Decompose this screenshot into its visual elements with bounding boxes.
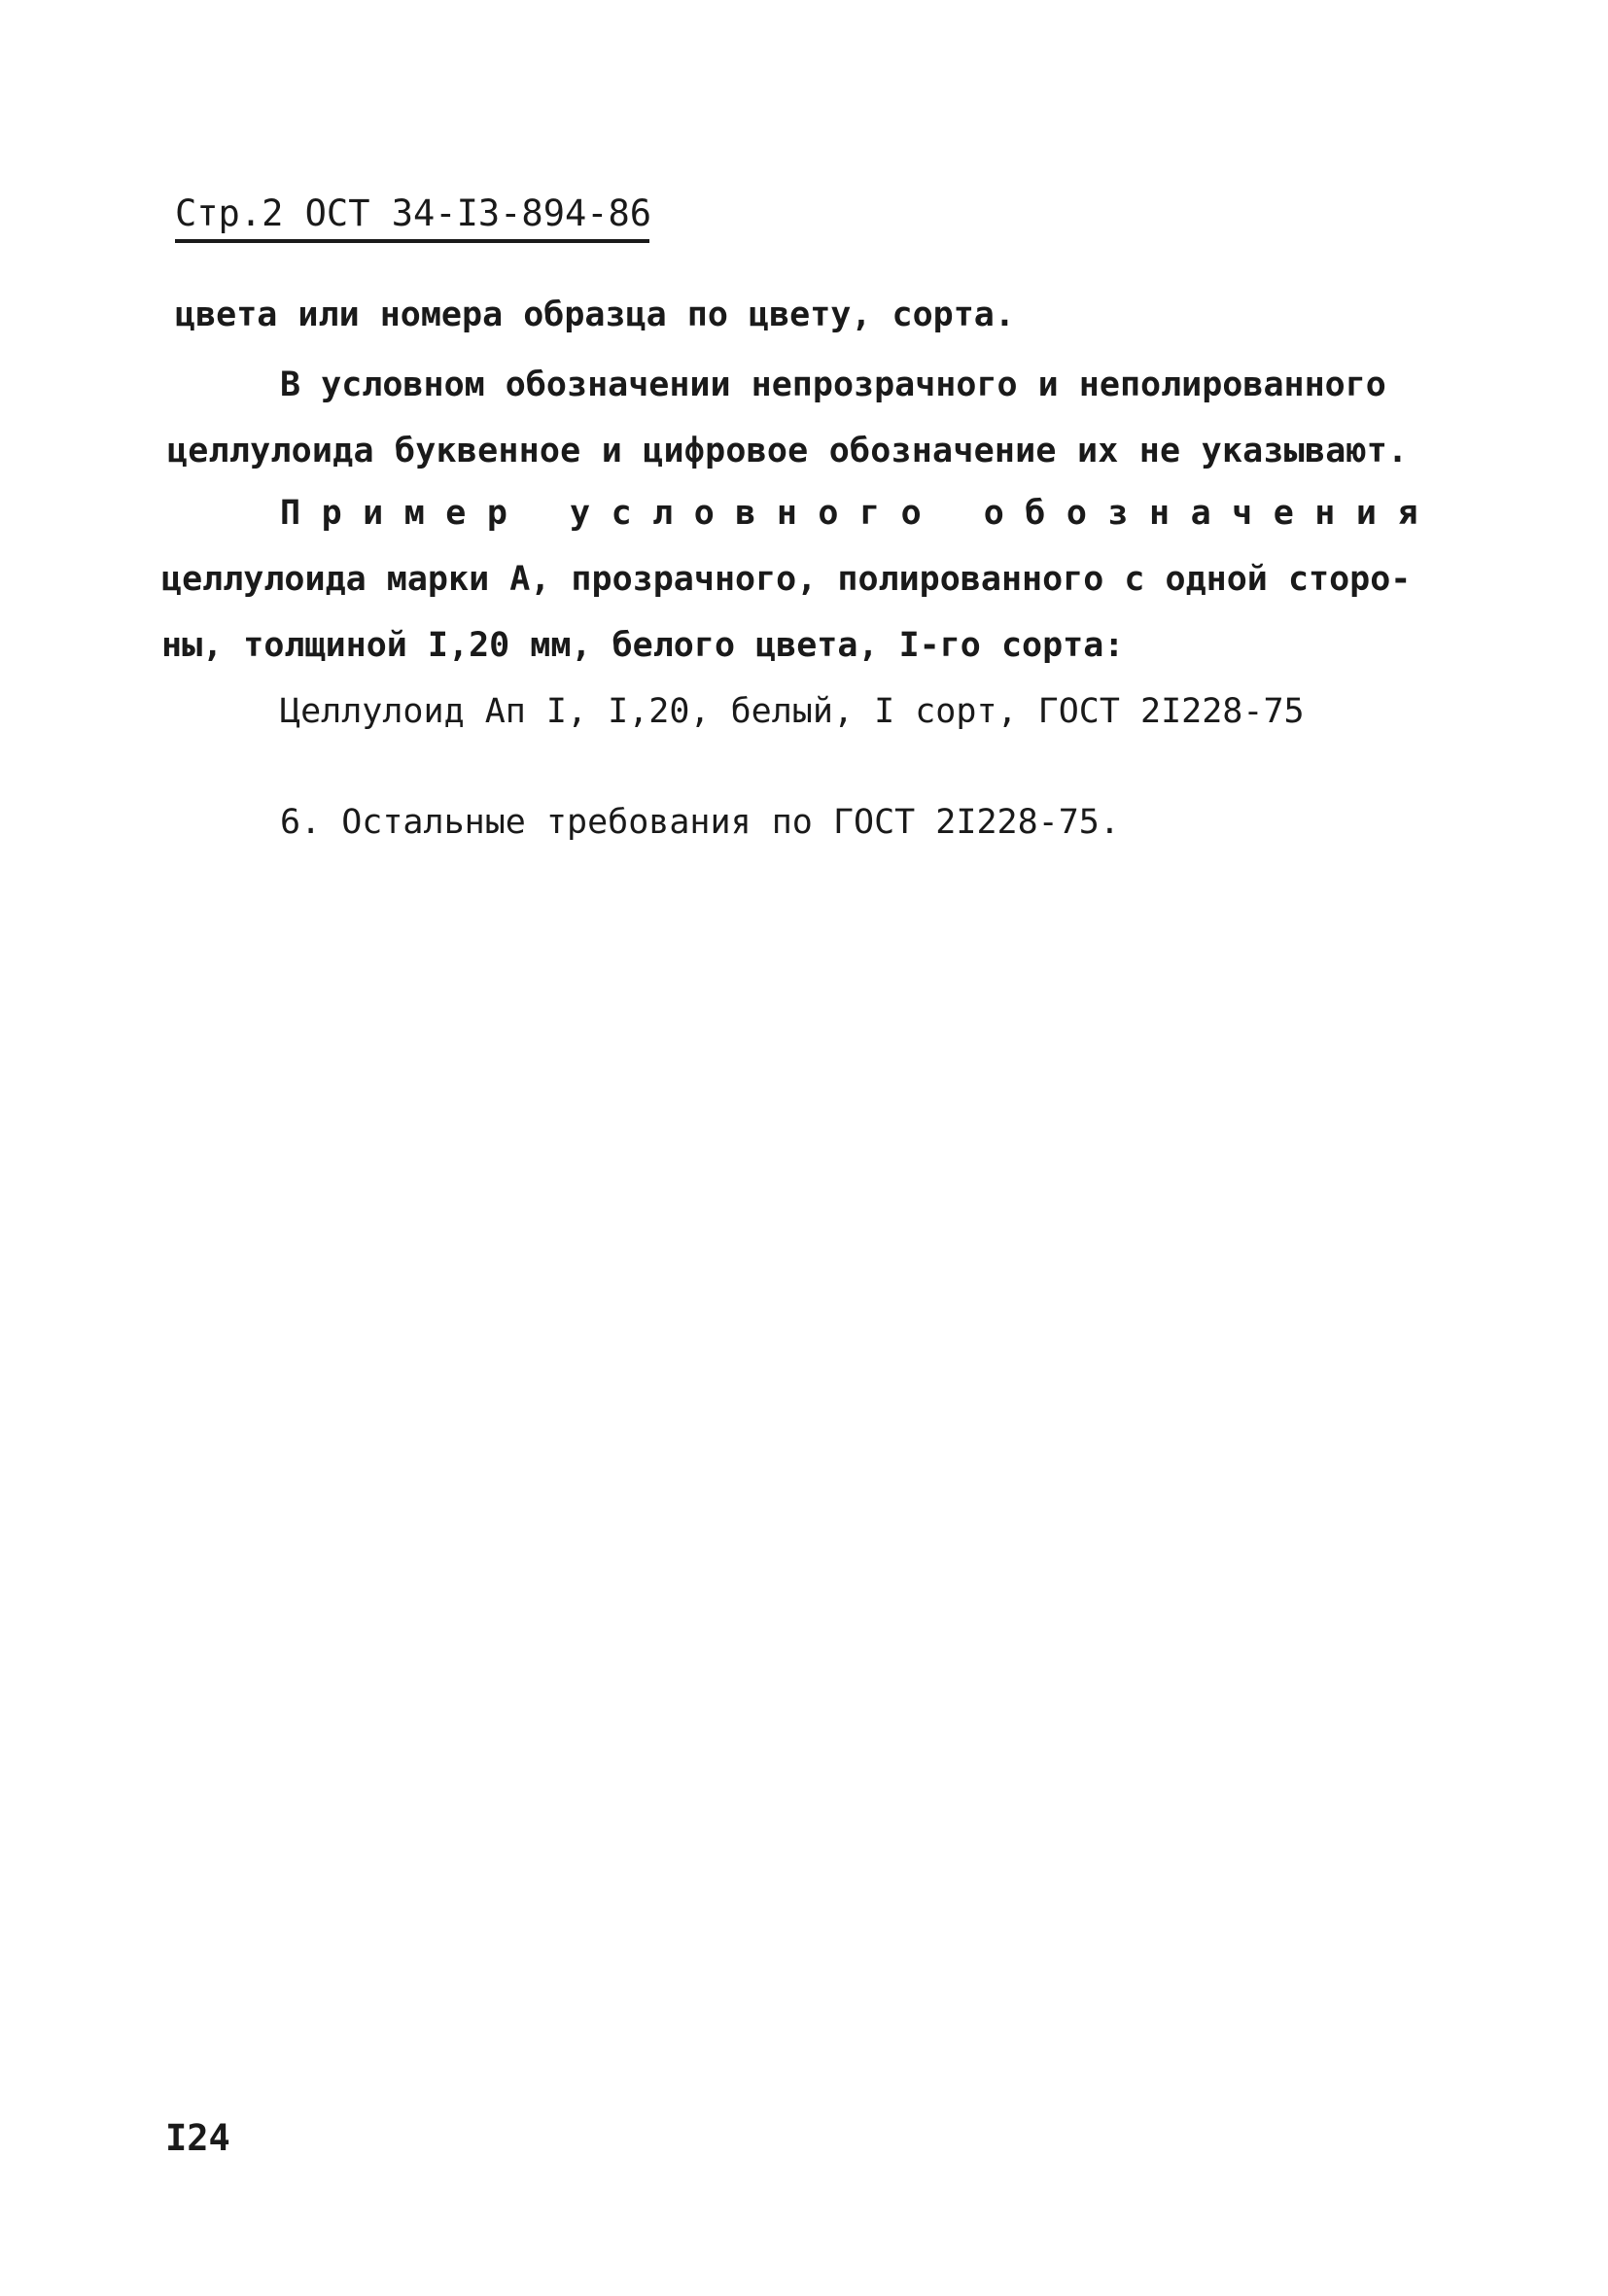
- example-heading: Пример условного обозначения: [280, 494, 1440, 533]
- page-header: Стр.2 ОСТ 34-I3-894-86: [175, 192, 652, 234]
- text-line-2: В условном обозначении непрозрачного и неполированного: [280, 365, 1386, 404]
- text-line-5: целлулоида марки А, прозрачного, полированного с одной сторо-: [161, 560, 1412, 599]
- clause-6: 6. Остальные требования по ГОСТ 2I228-75.: [280, 803, 1120, 842]
- header-underline: [175, 239, 649, 243]
- designation-example: Целлулоид Ап I, I,20, белый, I сорт, ГОСТ 2I228-75: [280, 692, 1305, 731]
- text-line-1: цвета или номера образца по цвету, сорта.: [175, 296, 1015, 334]
- page-number: I24: [165, 2117, 230, 2159]
- text-line-3: целлулоида буквенное и цифровое обозначение их не указывают.: [167, 432, 1409, 470]
- text-line-6: ны, толщиной I,20 мм, белого цвета, I-го сорта:: [161, 626, 1125, 665]
